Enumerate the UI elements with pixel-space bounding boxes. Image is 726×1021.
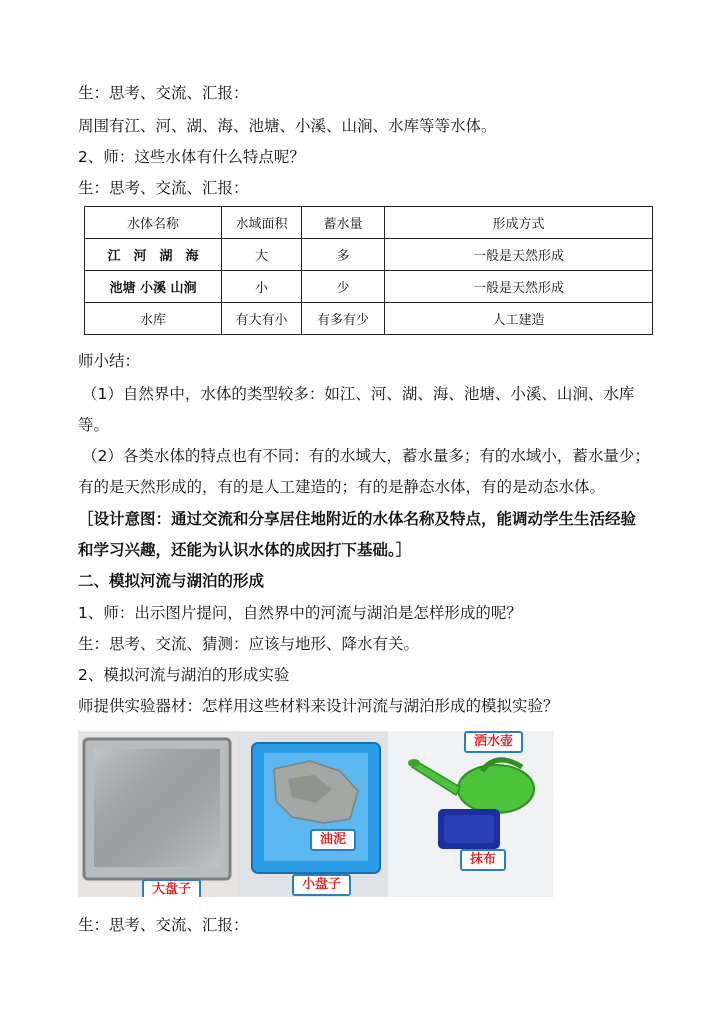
table-header: 形成方式: [385, 207, 653, 239]
line-student-report-3: 生：思考、交流、汇报：: [78, 916, 249, 934]
line-student-report-2: 生：思考、交流、汇报：: [78, 179, 249, 197]
table-cell: 水库: [85, 303, 222, 335]
label-cloth: 抹布: [460, 849, 506, 871]
water-bodies-table: [84, 206, 653, 335]
table-cell: 江 河 湖 海: [85, 239, 222, 271]
table-cell: 小: [222, 271, 302, 303]
section-line-1: 1、师：出示图片提问，自然界中的河流与湖泊是怎样形成的呢？: [78, 604, 522, 622]
materials-illustration: [78, 731, 554, 897]
summary-point-1b: 等。: [78, 416, 110, 434]
table-row: [85, 239, 653, 271]
table-header: 水体名称: [85, 207, 222, 239]
label-big-tray: 大盘子: [142, 879, 201, 897]
section-heading: 二、模拟河流与湖泊的形成: [78, 572, 265, 590]
summary-title: 师小结：: [78, 352, 141, 370]
table-cell: 一般是天然形成: [385, 239, 653, 271]
section-line-3: 2、模拟河流与湖泊的形成实验: [78, 666, 290, 684]
summary-point-2a: （2）各类水体的特点也有不同：有的水域大，蓄水量多；有的水域小，蓄水量少；: [82, 447, 650, 465]
line-water-bodies: 周围有江、河、湖、海、池塘、小溪、山涧、水库等等水体。: [78, 117, 497, 135]
table-cell: 有多有少: [302, 303, 385, 335]
experiment-materials-photo: [78, 731, 554, 897]
table-cell: 一般是天然形成: [385, 271, 653, 303]
summary-point-1a: （1）自然界中，水体的类型较多：如江、河、湖、海、池塘、小溪、山涧、水库: [82, 385, 635, 403]
table-header: 蓄水量: [302, 207, 385, 239]
table-row: [85, 271, 653, 303]
design-intent-a: ［设计意图：通过交流和分享居住地附近的水体名称及特点，能调动学生生活经验: [78, 510, 637, 528]
section-line-4: 师提供实验器材：怎样用这些材料来设计河流与湖泊形成的模拟实验？: [78, 697, 559, 715]
table-cell: 人工建造: [385, 303, 653, 335]
label-clay: 油泥: [310, 829, 356, 851]
table-cell: 大: [222, 239, 302, 271]
table-header-row: [85, 207, 653, 239]
section-line-2: 生：思考、交流、猜测：应该与地形、降水有关。: [78, 635, 420, 653]
table-cell: 有大有小: [222, 303, 302, 335]
table-cell: 少: [302, 271, 385, 303]
table-cell: 池塘 小溪 山涧: [85, 271, 222, 303]
table-header: 水域面积: [222, 207, 302, 239]
design-intent-b: 和学习兴趣，还能为认识水体的成因打下基础。］: [78, 541, 412, 559]
line-student-report-1: 生：思考、交流、汇报：: [78, 84, 249, 102]
label-small-tray: 小盘子: [292, 874, 351, 896]
table-row: [85, 303, 653, 335]
table-cell: 多: [302, 239, 385, 271]
label-watering-can: 洒水壶: [464, 731, 523, 753]
line-teacher-question: 2、师：这些水体有什么特点呢？: [78, 148, 305, 166]
summary-point-2b: 有的是天然形成的，有的是人工建造的；有的是静态水体，有的是动态水体。: [78, 478, 606, 496]
